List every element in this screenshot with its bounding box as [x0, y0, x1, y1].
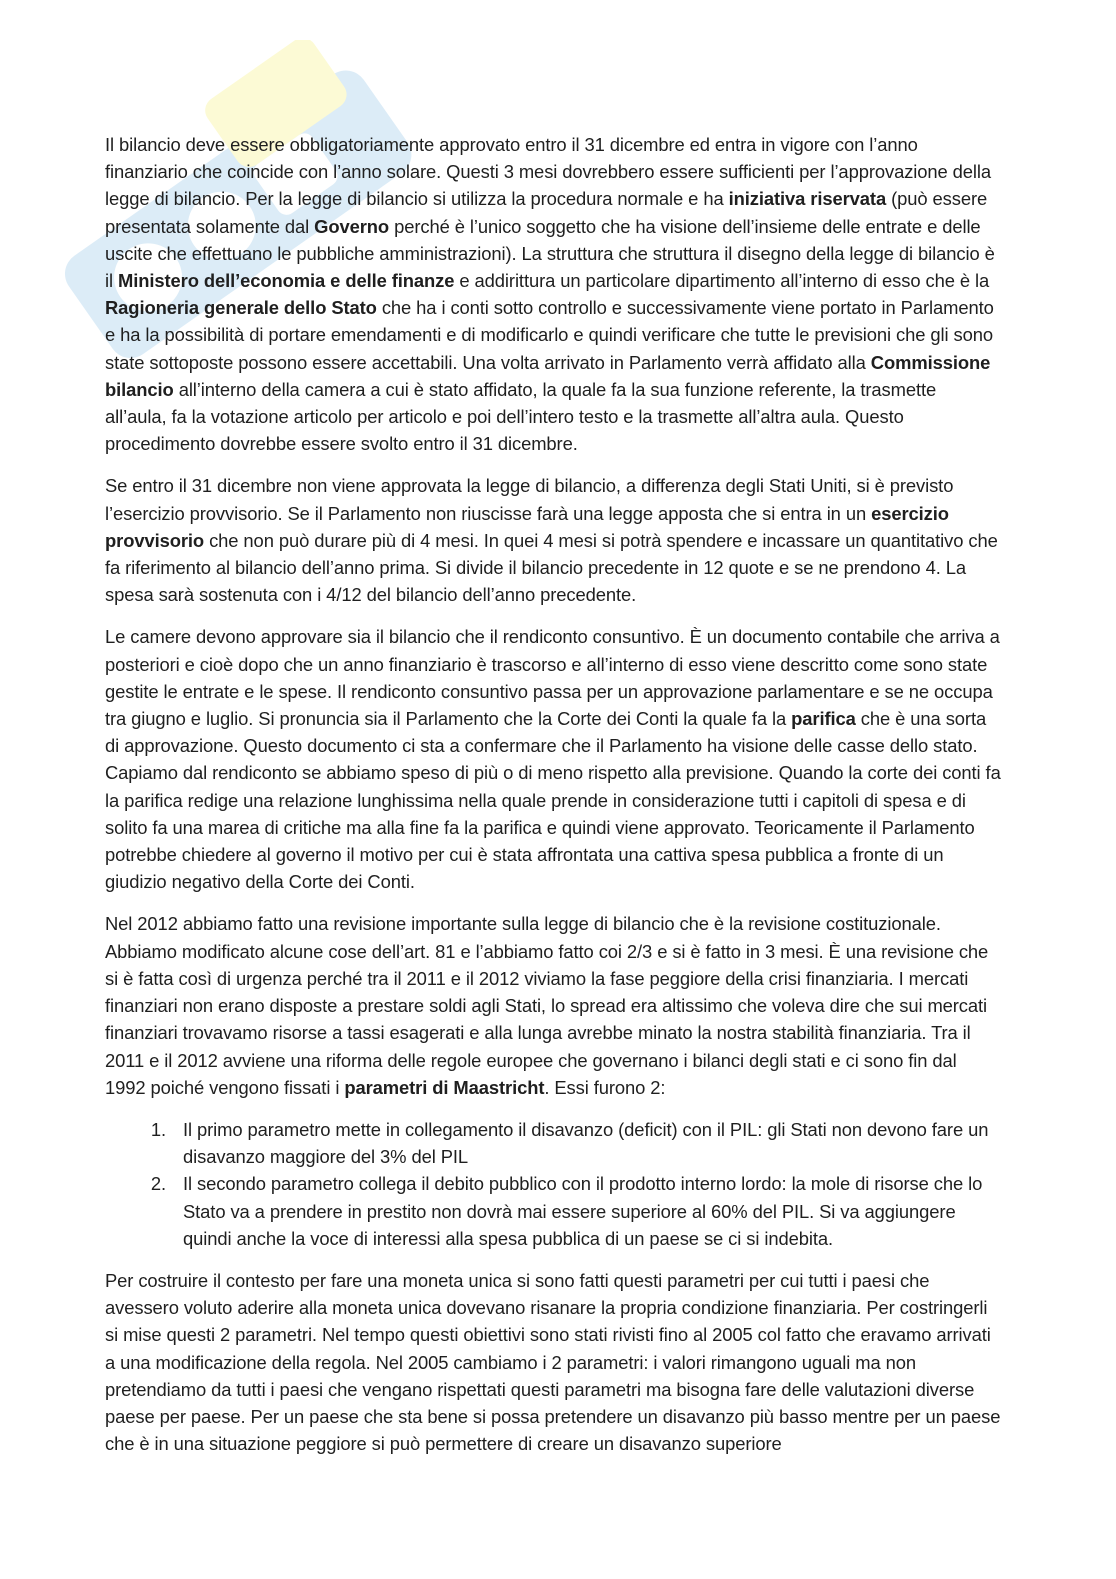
bold-term: parametri di Maastricht: [344, 1076, 545, 1098]
paragraph-esercizio-provvisorio: Se entro il 31 dicembre non viene approvata la legge di bilancio, a differenza degli Stati Uniti, si è previsto l’esercizio provvisorio. Se il Parlamento non riuscisse farà una legge apposta che si entra in un esercizio provvisorio che non può durare più di 4 mesi. In quei 4 mesi si potrà spendere e incassare un quantitativo che fa riferimento al bilancio dell’anno prima. Si divide il bilancio precedente in 12 quote e se ne prendono 4. La spesa sarà sostenuta con i 4/12 del bilancio dell’anno precedente.: [105, 475, 998, 606]
bold-term: Governo: [314, 215, 390, 237]
bold-term: parifica: [791, 708, 856, 730]
paragraph-revisione-2012: Nel 2012 abbiamo fatto una revisione importante sulla legge di bilancio che è la revisione costituzionale. Abbiamo modificato alcune cose dell’art. 81 e l’abbiamo fatto coi 2/3 e si è fatto in 3 mesi. È una revisione che si è fatta così di urgenza perché tra il 2011 e il 2012 viviamo la fase peggiore della crisi finanziaria. I mercati finanziari non erano disposte a prestare soldi agli Stati, lo spread era altissimo che voleva dire che sui mercati finanziari trovavamo risorse a tassi esagerati e alla lunga avrebbe minato la nostra stabilità finanziaria. Tra il 2011 e il 2012 avviene una riforma delle regole europee che governano i bilanci degli stati e ci sono fin dal 1992 poiché vengono fissati i parametri di Maastricht. Essi furono 2:: [105, 913, 989, 1098]
bold-term: esercizio provvisorio: [105, 502, 949, 551]
maastricht-parameters-list: [105, 1116, 1001, 1252]
paragraph-moneta-unica: Per costruire il contesto per fare una moneta unica si sono fatti questi parametri per cui tutti i paesi che avessero voluto aderire alla moneta unica dovevano risanare la propria condizione finanziaria. Per costringerli si mise questi 2 parametri. Nel tempo questi obiettivi sono stati rivisti fino al 2005 col fatto che eravamo arrivati a una modificazione della regola. Nel 2005 cambiamo i 2 parametri: i valori rimangono uguali ma non pretendiamo da tutti i paesi che vengano rispettati questi parametri ma bisogna fare delle valutazioni diverse paese per paese. Per un paese che sta bene si possa pretendere un disavanzo più basso mentre per un paese che è in una situazione peggiore si può permettere di creare un disavanzo superiore: [105, 1269, 1001, 1455]
paragraph-rendiconto-consuntivo: Le camere devono approvare sia il bilancio che il rendiconto consuntivo. È un documento contabile che arriva a posteriori e cioè dopo che un anno finanziario è trascorso e all’interno di esso viene descritto come sono state gestite le entrate e le spese. Il rendiconto consuntivo passa per un approvazione parlamentare e se ne occupa tra giugno e luglio. Si pronuncia sia il Parlamento che la Corte dei Conti la quale fa la parifica che è una sorta di approvazione. Questo documento ci sta a confermare che il Parlamento ha visione delle casse dello stato. Capiamo dal rendiconto se abbiamo speso di più o di meno rispetto alla previsione. Quando la corte dei conti fa la parifica redige una relazione lunghissima nella quale prende in considerazione tutti i capitoli di spesa e di solito fa una marea di critiche ma alla fine fa la parifica e quindi viene approvato. Teoricamente il Parlamento potrebbe chiedere al governo il motivo per cui è stata affrontata una cattiva spesa pubblica a fronte di un giudizio negativo della Corte dei Conti.: [105, 626, 1001, 893]
bold-term: Commissione bilancio: [105, 351, 991, 400]
bold-term: Ministero dell’economia e delle finanze: [117, 270, 455, 292]
paragraph-bilancio-approvazione: Il bilancio deve essere obbligatoriamente approvato entro il 31 dicembre ed entra in vigore con l’anno finanziario che coincide con l’anno solare. Questi 3 mesi dovrebbero essere sufficienti per l’approvazione della legge di bilancio. Per la legge di bilancio si utilizza la procedura normale e ha iniziativa riservata (può essere presentata solamente dal Governo perché è l’unico soggetto che ha visione dell’insieme delle entrate e delle uscite che effettuano le pubbliche amministrazioni). La struttura che struttura il disegno della legge di bilancio è il Ministero dell’economia e delle finanze e addirittura un particolare dipartimento all’interno di esso che è la Ragioneria generale dello Stato che ha i conti sotto controllo e successivamente viene portato in Parlamento e ha la possibilità di portare emendamenti e di modificarlo e quindi verificare che tutte le previsioni che gli sono state sottoposte possono essere accettabili. Una volta arrivato in Parlamento verrà affidato alla Commissione bilancio all’interno della camera a cui è stato affidato, la quale fa la sua funzione referente, la trasmette all’aula, fa la votazione articolo per articolo e poi dell’intero testo e la trasmette all’altra aula. Questo procedimento dovrebbe essere svolto entro il 31 dicembre.: [105, 134, 995, 455]
list-item: 2. Il secondo parametro collega il debito pubblico con il prodotto interno lordo: la mole di risorse che lo Stato va a prendere in prestito non dovrà mai essere superiore al 60% del PIL. Si va aggiungere quindi anche la voce di interessi alla spesa pubblica di un paese se ci si indebita.: [171, 1170, 1001, 1252]
document-page: [105, 131, 1001, 1472]
bold-term: Ragioneria generale dello Stato: [105, 297, 377, 319]
bold-term: iniziativa riservata: [728, 188, 887, 210]
list-item: 1. Il primo parametro mette in collegamento il disavanzo (deficit) con il PIL: gli Stati non devono fare un disavanzo maggiore del 3% del PIL: [171, 1116, 1001, 1170]
